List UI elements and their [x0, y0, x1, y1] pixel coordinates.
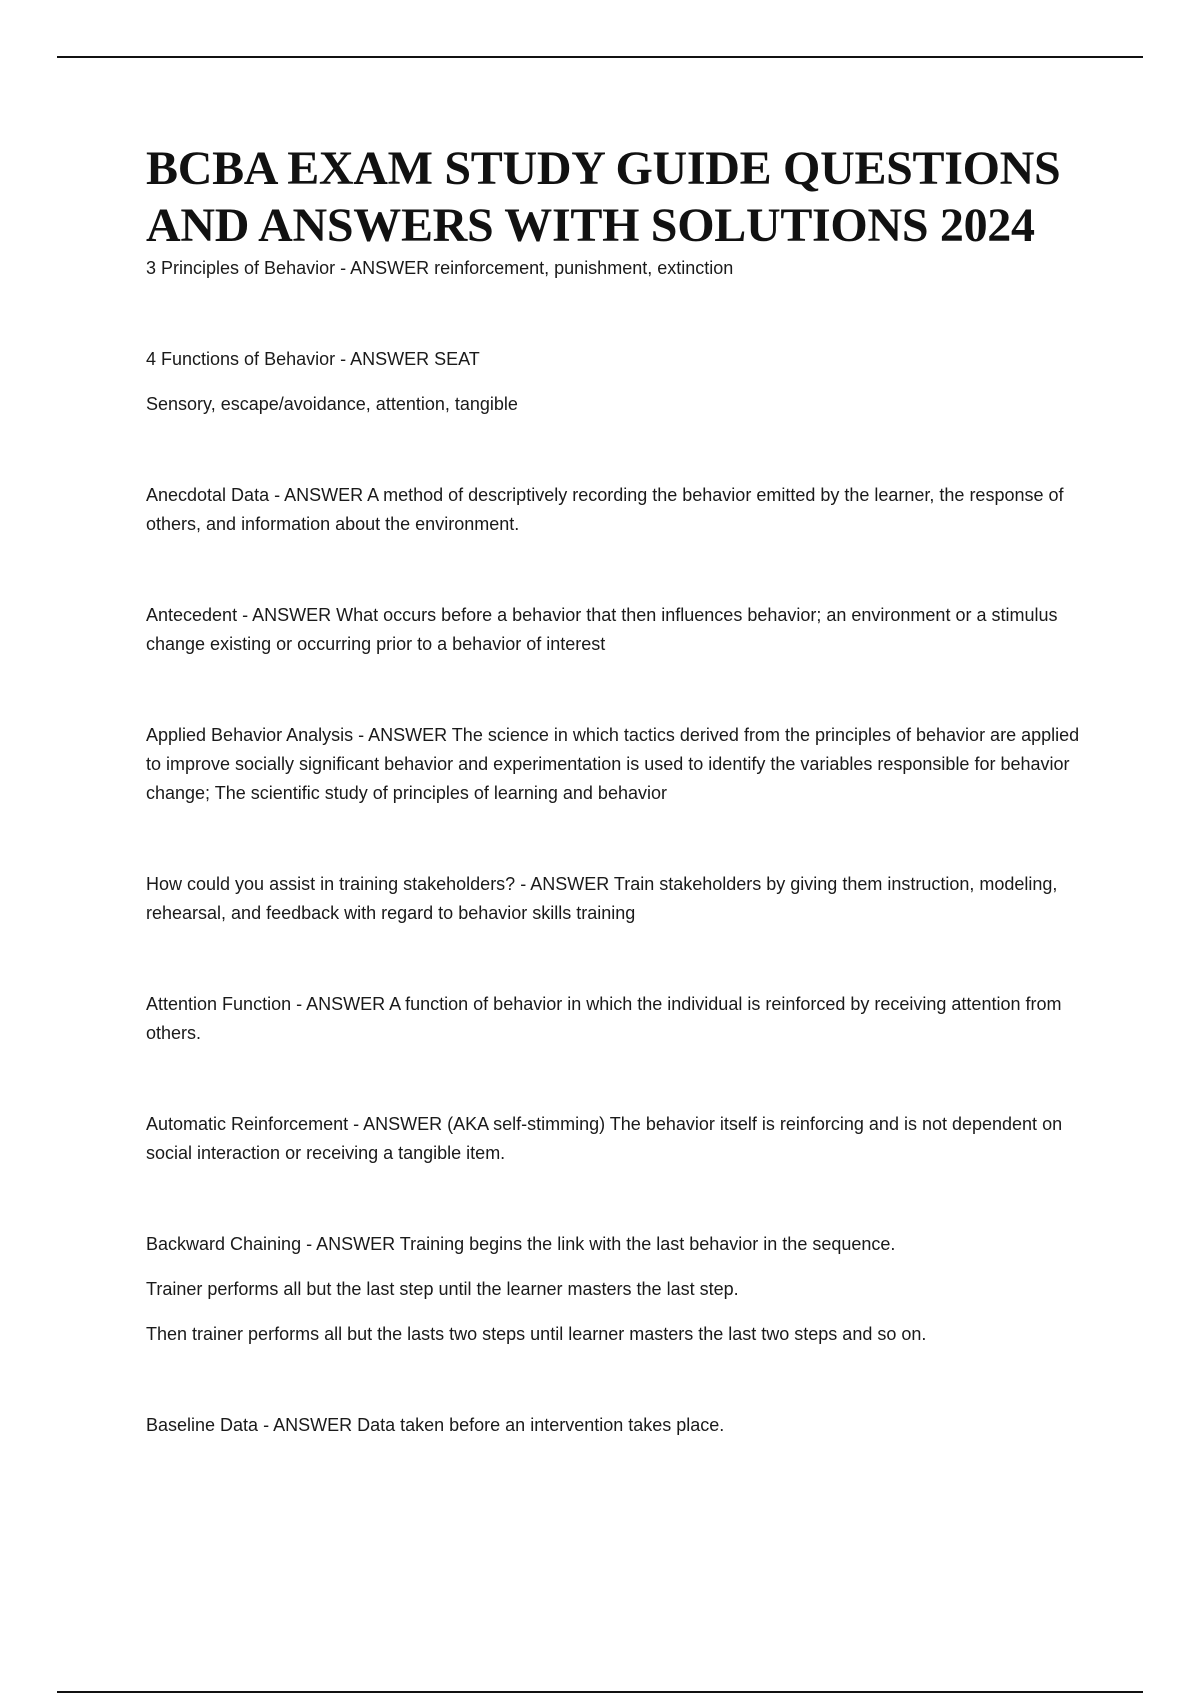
qa-training-stakeholders: How could you assist in training stakeholders? - ANSWER Train stakeholders by giving them instruction, modeling, rehearsal, and feedback with regard to behavior skills training: [146, 874, 1058, 923]
top-divider: [57, 56, 1143, 58]
qa-4-functions-detail: Sensory, escape/avoidance, attention, tangible: [146, 394, 518, 414]
qa-antecedent: Antecedent - ANSWER What occurs before a behavior that then influences behavior; an environment or a stimulus change existing or occurring prior to a behavior of interest: [146, 605, 1058, 654]
qa-backward-chaining-detail-2: Then trainer performs all but the lasts two steps until learner masters the last two steps and so on.: [146, 1324, 927, 1344]
qa-backward-chaining: Backward Chaining - ANSWER Training begins the link with the last behavior in the sequence.: [146, 1234, 896, 1254]
qa-3-principles: 3 Principles of Behavior - ANSWER reinforcement, punishment, extinction: [146, 258, 734, 278]
title-line-2: AND ANSWERS WITH SOLUTIONS 2024: [146, 199, 1035, 252]
qa-baseline-data: Baseline Data - ANSWER Data taken before an intervention takes place.: [146, 1415, 725, 1435]
document-page: [146, 140, 1096, 1440]
qa-applied-behavior-analysis: Applied Behavior Analysis - ANSWER The science in which tactics derived from the principles of behavior are applied to improve socially significant behavior and experimentation is used to identify the variables responsible for behavior change; The scientific study of principles of learning and behavior: [146, 725, 1080, 803]
title-line-1: BCBA EXAM STUDY GUIDE QUESTIONS: [146, 142, 1061, 195]
document-title: [146, 140, 1096, 254]
qa-automatic-reinforcement: Automatic Reinforcement - ANSWER (AKA self-stimming) The behavior itself is reinforcing and is not dependent on social interaction or receiving a tangible item.: [146, 1114, 1063, 1163]
qa-backward-chaining-detail-1: Trainer performs all but the last step until the learner masters the last step.: [146, 1279, 739, 1299]
bottom-divider: [57, 1691, 1143, 1693]
qa-attention-function: Attention Function - ANSWER A function of behavior in which the individual is reinforced by receiving attention from others.: [146, 994, 1062, 1043]
qa-anecdotal-data: Anecdotal Data - ANSWER A method of descriptively recording the behavior emitted by the learner, the response of others, and information about the environment.: [146, 485, 1064, 534]
qa-4-functions: 4 Functions of Behavior - ANSWER SEAT: [146, 349, 480, 369]
